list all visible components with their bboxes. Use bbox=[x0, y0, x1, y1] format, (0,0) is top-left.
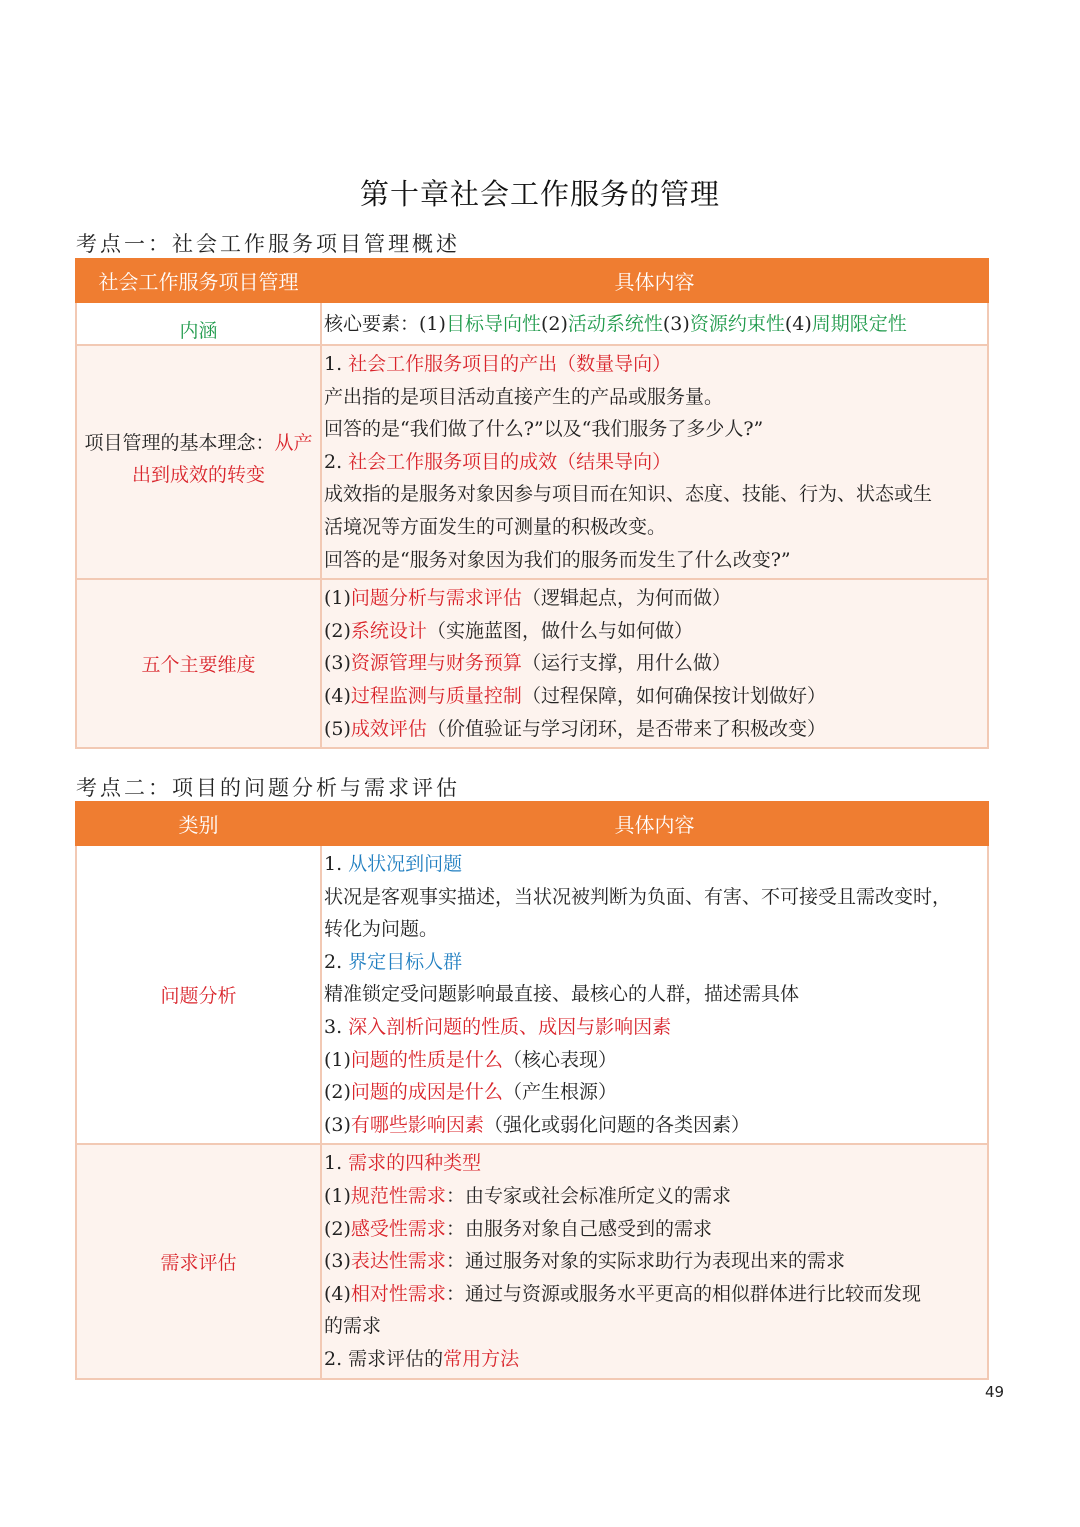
table-row bbox=[76, 302, 988, 345]
row-content: 核心要素：(1)目标导向性(2)活动系统性(3)资源约束性(4)周期限定性 bbox=[321, 302, 988, 345]
list-item: (2)问题的成因是什么（产生根源） bbox=[324, 1081, 617, 1104]
list-item: (1)问题分析与需求评估（逻辑起点，为何而做） bbox=[324, 587, 731, 610]
section-1-heading: 考点一：社会工作服务项目管理概述 bbox=[76, 232, 460, 256]
list-item: (3)表达性需求：通过服务对象的实际求助行为表现出来的需求 bbox=[324, 1250, 845, 1273]
table-row bbox=[76, 1144, 988, 1378]
table-row bbox=[76, 345, 988, 579]
column-header: 具体内容 bbox=[321, 802, 988, 845]
list-item: (3)有哪些影响因素（强化或弱化问题的各类因素） bbox=[324, 1113, 750, 1136]
row-label: 项目管理的基本理念：从产 出到成效的转变 bbox=[76, 345, 321, 579]
list-item: (5)成效评估（价值验证与学习闭环，是否带来了积极改变） bbox=[324, 717, 826, 740]
row-label: 内涵 bbox=[76, 302, 321, 345]
table-row bbox=[76, 579, 988, 748]
table-row bbox=[76, 845, 988, 1144]
page-title: 第十章社会工作服务的管理 bbox=[359, 177, 720, 211]
list-item: (2)系统设计（实施蓝图，做什么与如何做） bbox=[324, 619, 693, 642]
row-content bbox=[321, 579, 988, 748]
list-item: (4)过程监测与质量控制（过程保障，如何确保按计划做好） bbox=[324, 684, 826, 707]
list-item: (3)资源管理与财务预算（运行支撑，用什么做） bbox=[324, 652, 731, 675]
section-2-table bbox=[75, 801, 989, 1380]
page-number: 49 bbox=[985, 1383, 1005, 1401]
row-label: 需求评估 bbox=[76, 1144, 321, 1378]
list-item: (1)问题的性质是什么（核心表现） bbox=[324, 1048, 617, 1071]
row-label: 五个主要维度 bbox=[76, 579, 321, 748]
column-header: 社会工作服务项目管理 bbox=[76, 259, 321, 302]
list-item: (1)规范性需求：由专家或社会标准所定义的需求 bbox=[324, 1184, 731, 1207]
list-item: (4)相对性需求：通过与资源或服务水平更高的相似群体进行比较而发现 bbox=[324, 1282, 921, 1305]
table-header bbox=[76, 259, 988, 302]
row-label: 问题分析 bbox=[76, 845, 321, 1144]
table-header bbox=[76, 802, 988, 845]
column-header: 类别 bbox=[76, 802, 321, 845]
column-header: 具体内容 bbox=[321, 259, 988, 302]
list-item: (2)感受性需求：由服务对象自己感受到的需求 bbox=[324, 1217, 712, 1240]
section-1-table bbox=[75, 258, 989, 749]
row-content: 1. 从状况到问题 状况是客观事实描述，当状况被判断为负面、有害、不可接受且需改变时， 转化为问题。 2. 界定目标人群 精准锁定受问题影响最直接、最核心的人群，描述需具体 3. 深入剖析问题的性质、成因与影响因素 (1)问题的性质是什么（核心表现） (2)问题的成因是什么（产生根源） (3)有哪些影响因素（强化或弱化问题的各类因素） bbox=[321, 845, 988, 1144]
row-content: 1. 需求的四种类型 (1)规范性需求：由专家或社会标准所定义的需求 (2)感受性需求：由服务对象自己感受到的需求 (3)表达性需求：通过服务对象的实际求助行为表现出来的需求 (4)相对性需求：通过与资源或服务水平更高的相似群体进行比较而发现 的需求 2. 需求评估的常用方法 bbox=[321, 1144, 988, 1378]
row-content: 1. 社会工作服务项目的产出（数量导向） 产出指的是项目活动直接产生的产品或服务量。 回答的是“我们做了什么?”以及“我们服务了多少人?” 2. 社会工作服务项目的成效（结果导向） 成效指的是服务对象因参与项目而在知识、态度、技能、行为、状态或生 活境况等方面发生的可测量的积极改变。 回答的是“服务对象因为我们的服务而发生了什么改变?” bbox=[321, 345, 988, 579]
section-2-heading: 考点二：项目的问题分析与需求评估 bbox=[76, 776, 460, 800]
